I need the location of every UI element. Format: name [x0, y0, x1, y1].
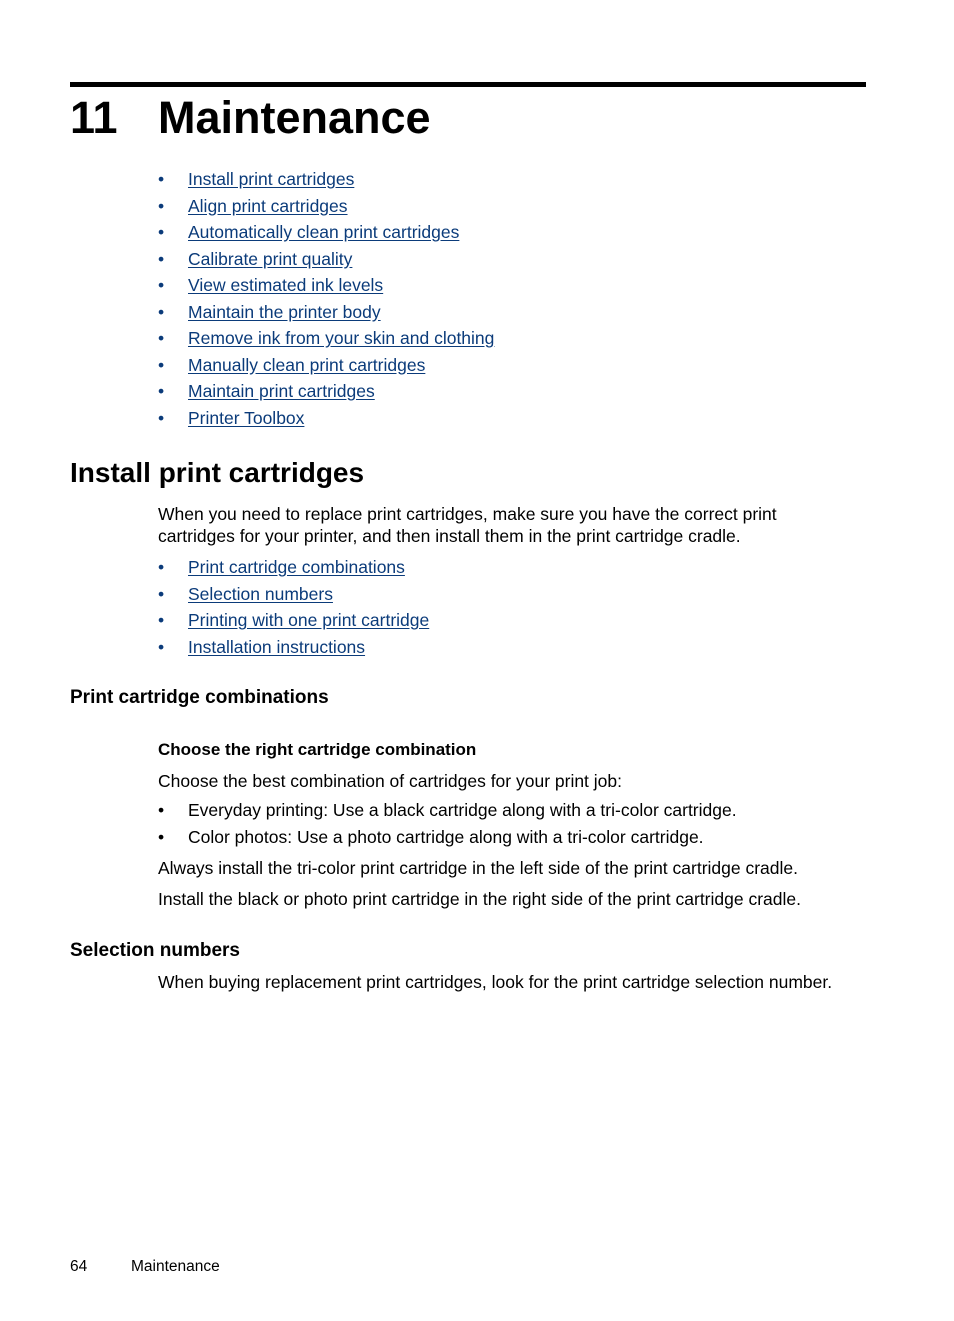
subsection-heading-selection: Selection numbers: [70, 940, 240, 961]
toc-item: [158, 299, 494, 326]
toc-link-calibrate-print-quality[interactable]: Calibrate print quality: [188, 248, 353, 269]
install-intro-line-2: cartridges for your printer, and then install them in the print cartridge cradle.: [158, 526, 741, 546]
toc-link-manually-clean[interactable]: Manually clean print cartridges: [188, 354, 426, 375]
toc-item: [158, 246, 494, 273]
bullet-icon: •: [158, 328, 165, 348]
footer-section: Maintenance: [131, 1258, 220, 1275]
combinations-note-2: Install the black or photo print cartridge in the right side of the print cartridge cradle.: [158, 889, 801, 909]
toc-link-printer-toolbox[interactable]: Printer Toolbox: [188, 407, 305, 428]
toc-item: [158, 378, 494, 405]
toc-item: [158, 352, 494, 379]
subheading-choose-combination: Choose the right cartridge combination: [158, 740, 477, 759]
section-heading-install: Install print cartridges: [70, 457, 365, 488]
bullet-icon: •: [158, 827, 165, 847]
toc-link-maintain-printer-body[interactable]: Maintain the printer body: [188, 301, 381, 322]
combinations-note-1: Always install the tri-color print cartridge in the left side of the print cartridge cradle.: [158, 858, 799, 878]
bullet-icon: •: [158, 222, 165, 242]
bullet-icon: •: [158, 248, 165, 269]
subsection-heading-combinations: Print cartridge combinations: [70, 687, 329, 708]
toc-link-view-ink-levels[interactable]: View estimated ink levels: [188, 275, 384, 295]
install-links: [158, 554, 429, 660]
bullet-icon: •: [158, 800, 165, 820]
toc-link-install-print-cartridges[interactable]: Install print cartridges: [188, 169, 355, 189]
toc-item: [158, 405, 494, 432]
list-item: [158, 797, 737, 824]
bullet-icon: •: [158, 169, 165, 189]
toc-link-maintain-print-cartridges[interactable]: Maintain print cartridges: [188, 381, 375, 401]
toc-item: [158, 325, 494, 352]
bullet-icon: •: [158, 583, 165, 604]
link-selection-numbers[interactable]: Selection numbers: [188, 583, 333, 604]
bullet-icon: •: [158, 195, 165, 216]
link-print-cartridge-combinations[interactable]: Print cartridge combinations: [188, 557, 405, 577]
install-link-item: [158, 554, 429, 581]
chapter-title: [70, 92, 431, 144]
list-item: [158, 824, 737, 851]
toc-link-align-print-cartridges[interactable]: Align print cartridges: [188, 195, 348, 216]
page-number: 64: [70, 1258, 88, 1275]
list-item-text: Color photos: Use a photo cartridge along with a tri-color cartridge.: [188, 827, 704, 847]
toc-item: [158, 193, 494, 220]
link-printing-with-one-cartridge[interactable]: Printing with one print cartridge: [188, 610, 430, 630]
bullet-icon: •: [158, 557, 165, 577]
chapter-toc: [158, 166, 494, 431]
install-link-item: [158, 634, 429, 661]
chapter-rule: [70, 82, 866, 87]
bullet-icon: •: [158, 275, 165, 295]
link-installation-instructions[interactable]: Installation instructions: [188, 636, 366, 657]
bullet-icon: •: [158, 354, 165, 375]
install-link-item: [158, 581, 429, 608]
toc-item: [158, 219, 494, 246]
list-item-text: Everyday printing: Use a black cartridge along with a tri-color cartridge.: [188, 800, 737, 820]
toc-link-remove-ink[interactable]: Remove ink from your skin and clothing: [188, 328, 495, 348]
chapter-name: Maintenance: [158, 92, 431, 143]
bullet-icon: •: [158, 381, 165, 401]
install-link-item: [158, 607, 429, 634]
bullet-icon: •: [158, 610, 165, 630]
toc-item: [158, 166, 494, 193]
toc-item: [158, 272, 494, 299]
selection-text: When buying replacement print cartridges, look for the print cartridge selection number.: [158, 972, 833, 992]
bullet-icon: •: [158, 301, 165, 322]
toc-link-automatically-clean[interactable]: Automatically clean print cartridges: [188, 222, 460, 242]
install-intro-line-1: When you need to replace print cartridges, make sure you have the correct print: [158, 504, 777, 524]
combinations-list: [158, 797, 737, 851]
bullet-icon: •: [158, 636, 165, 657]
chapter-number: 11: [70, 92, 118, 143]
combinations-intro: Choose the best combination of cartridges for your print job:: [158, 771, 622, 791]
bullet-icon: •: [158, 407, 165, 428]
